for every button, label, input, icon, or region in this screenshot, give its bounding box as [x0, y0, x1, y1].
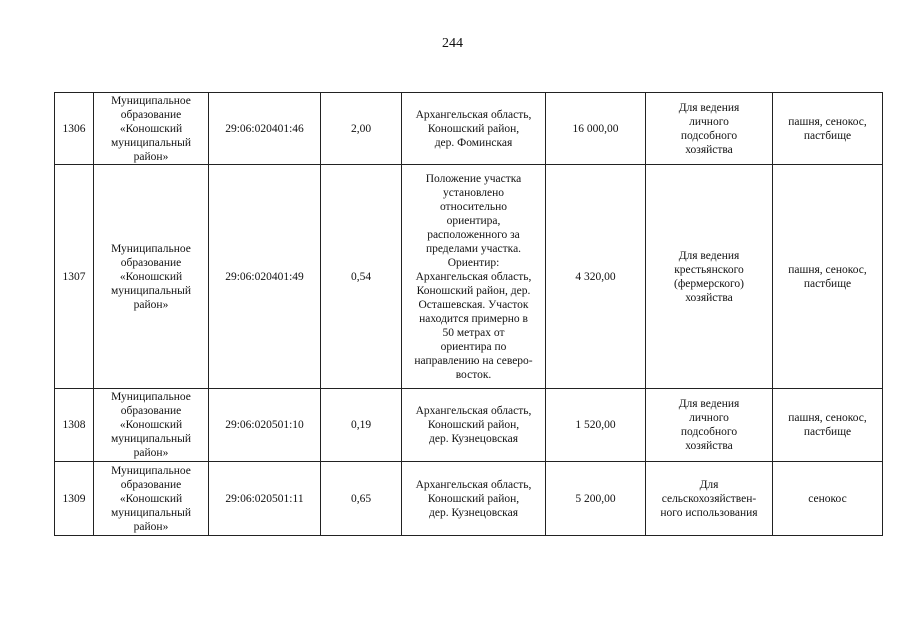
page-number: 244: [442, 36, 463, 51]
address-text: Архангельская область, Коношский район, дер. Фоминская: [415, 108, 532, 149]
table-row: [55, 93, 883, 165]
address-text: Архангельская область, Коношский район, дер. Кузнецовская: [415, 405, 532, 445]
cadastral-number-cell: [209, 389, 321, 462]
area-cell: [321, 93, 402, 165]
permitted-use-text: Для ведения крестьянского (фермерского) хозяйства: [674, 249, 744, 304]
area-value: 2,00: [350, 122, 372, 135]
cadastral-number-cell: [209, 93, 321, 165]
owner-cell: [94, 93, 209, 165]
land-type-cell: [773, 165, 883, 389]
cadastral-number: 29:06:020501:11: [225, 492, 304, 505]
cadastral-number: 29:06:020401:49: [225, 270, 304, 283]
value-cell: [546, 389, 646, 462]
land-type-cell: [773, 462, 883, 536]
permitted-use-text: Для ведения личного подсобного хозяйства: [678, 398, 740, 452]
area-cell: [321, 389, 402, 462]
address-text: Положение участка установлено относительно ориентира, расположенного за пределами участка. Ориентир: Архангельская область, Коношский район, дер. Осташевская. Участок находится примерно в 50 метрах от ориентира по направлению на северо- восток.: [414, 172, 533, 381]
cadastral-number-cell: [209, 462, 321, 536]
owner-text: Муниципальное образование «Коношский муниципальный район»: [110, 94, 192, 163]
value-cell: [546, 165, 646, 389]
owner-text: Муниципальное образование «Коношский муниципальный район»: [110, 242, 192, 311]
address-cell: [402, 389, 546, 462]
row-number-cell: [55, 389, 94, 462]
address-cell: [402, 462, 546, 536]
cadastral-number: 29:06:020401:46: [225, 122, 304, 135]
area-value: 0,54: [350, 270, 372, 283]
area-cell: [321, 165, 402, 389]
cadastral-number-cell: [209, 165, 321, 389]
table-row: [55, 462, 883, 536]
land-type-text: пашня, сенокос, пастбище: [788, 115, 867, 142]
table-row: [55, 389, 883, 462]
owner-cell: [94, 165, 209, 389]
owner-text: Муниципальное образование «Коношский муниципальный район»: [110, 391, 192, 459]
permitted-use-text: Для сельскохозяйствен- ного использования: [660, 478, 758, 519]
land-type-text: пашня, сенокос, пастбище: [788, 412, 867, 438]
cadastral-number: 29:06:020501:10: [225, 419, 304, 431]
owner-text: Муниципальное образование «Коношский муниципальный район»: [110, 464, 192, 533]
row-number: 1306: [62, 122, 86, 135]
cadastral-value: 16 000,00: [572, 122, 619, 135]
permitted-use-cell: [646, 165, 773, 389]
address-cell: [402, 93, 546, 165]
row-number: 1309: [62, 492, 86, 505]
row-number: 1307: [62, 270, 86, 283]
cadastral-value: 1 520,00: [575, 419, 616, 431]
cadastral-value: 4 320,00: [575, 270, 616, 283]
owner-cell: [94, 389, 209, 462]
row-number-cell: [55, 93, 94, 165]
permitted-use-cell: [646, 93, 773, 165]
owner-cell: [94, 462, 209, 536]
address-text: Архангельская область, Коношский район, дер. Кузнецовская: [415, 478, 532, 519]
table-row: [55, 165, 883, 389]
permitted-use-text: Для ведения личного подсобного хозяйства: [678, 101, 740, 156]
land-type-cell: [773, 93, 883, 165]
permitted-use-cell: [646, 389, 773, 462]
value-cell: [546, 462, 646, 536]
land-plots-table: [54, 92, 883, 536]
land-type-text: пашня, сенокос, пастбище: [788, 263, 867, 290]
row-number: 1308: [62, 419, 86, 431]
area-value: 0,19: [350, 419, 372, 431]
area-value: 0,65: [350, 492, 372, 505]
land-type-cell: [773, 389, 883, 462]
permitted-use-cell: [646, 462, 773, 536]
value-cell: [546, 93, 646, 165]
row-number-cell: [55, 165, 94, 389]
cadastral-value: 5 200,00: [575, 492, 616, 505]
address-cell: [402, 165, 546, 389]
area-cell: [321, 462, 402, 536]
land-type-text: сенокос: [808, 492, 847, 505]
row-number-cell: [55, 462, 94, 536]
